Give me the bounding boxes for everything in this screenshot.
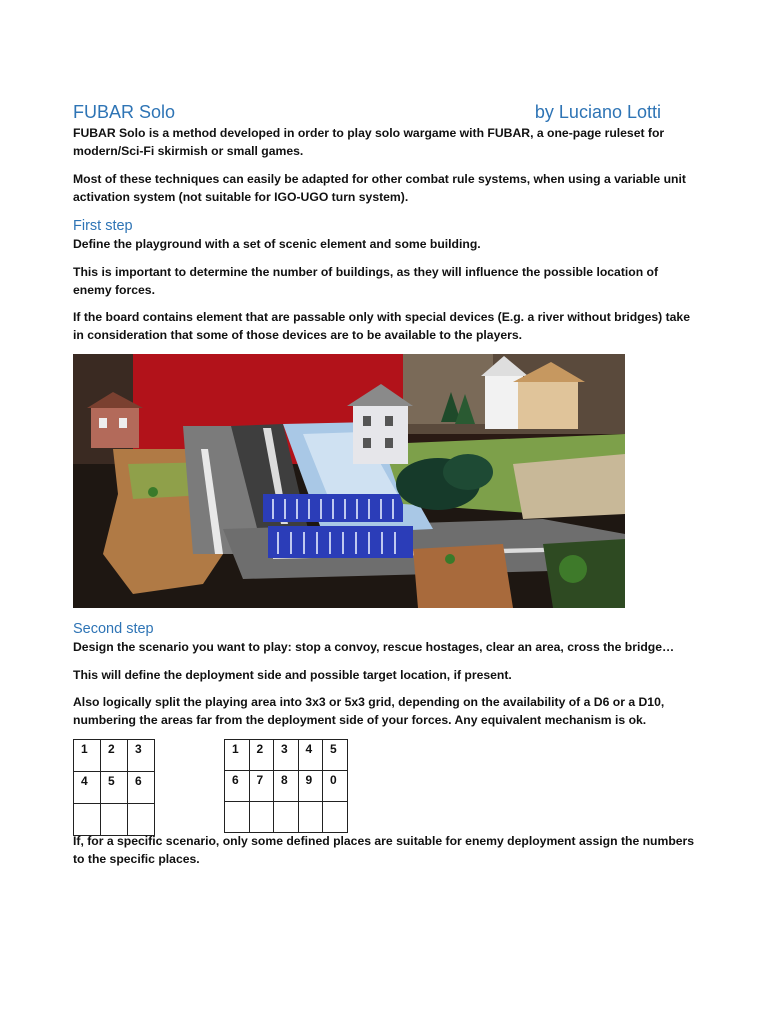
grid-cell: 3 <box>128 740 155 772</box>
table-row <box>225 802 348 833</box>
grid-cell <box>323 802 348 833</box>
document-author: by Luciano Lotti <box>534 102 661 122</box>
grid-cell <box>249 802 274 833</box>
first-step-paragraph-1: Define the playground with a set of scenic element and some building. <box>73 237 481 251</box>
grid-cell <box>128 804 155 836</box>
grid-cell: 4 <box>298 740 323 771</box>
first-step-heading: First step <box>73 218 133 234</box>
grid-cell: 3 <box>274 740 299 771</box>
first-step-paragraph-2: This is important to determine the number of buildings, as they will influence the possible location of enemy forces. <box>73 265 659 297</box>
grid-cell: 8 <box>274 771 299 802</box>
grid-cell: 6 <box>225 771 250 802</box>
grid-cell: 6 <box>128 772 155 804</box>
grid-cell: 4 <box>74 772 101 804</box>
grid-5x3-table <box>224 739 348 833</box>
intro-paragraph-1: FUBAR Solo is a method developed in order to play solo wargame with FUBAR, a one-page ruleset for modern/Sci-Fi skirmish or small games. <box>73 126 665 158</box>
grid-cell: 1 <box>74 740 101 772</box>
grid-cell: 0 <box>323 771 348 802</box>
table-row <box>225 740 348 771</box>
grid-cell: 5 <box>323 740 348 771</box>
grid-cell: 5 <box>101 772 128 804</box>
table-row <box>74 740 155 772</box>
table-row <box>74 772 155 804</box>
grid-cell <box>101 804 128 836</box>
wargame-board-photo <box>73 354 625 608</box>
grid-3x3-table <box>73 739 155 836</box>
grid-cell <box>225 802 250 833</box>
grid-cell <box>74 804 101 836</box>
second-step-paragraph-4: If, for a specific scenario, only some defined places are suitable for enemy deployment assign the numbers to the specific places. <box>73 834 695 866</box>
grid-cell: 7 <box>249 771 274 802</box>
table-row <box>74 804 155 836</box>
grid-cell: 1 <box>225 740 250 771</box>
grid-cell: 2 <box>249 740 274 771</box>
second-step-heading: Second step <box>73 621 154 637</box>
grid-cell <box>274 802 299 833</box>
table-row <box>225 771 348 802</box>
document-title: FUBAR Solo <box>73 102 176 122</box>
second-step-paragraph-1: Design the scenario you want to play: stop a convoy, rescue hostages, clear an area, cross the bridge… <box>73 640 675 654</box>
second-step-paragraph-2: This will define the deployment side and possible target location, if present. <box>73 668 512 682</box>
grid-cell: 2 <box>101 740 128 772</box>
intro-paragraph-2: Most of these techniques can easily be adapted for other combat rule systems, when using a variable unit activation system (not suitable for IGO-UGO turn system). <box>73 172 686 204</box>
grid-cell <box>298 802 323 833</box>
first-step-paragraph-3: If the board contains element that are passable only with special devices (E.g. a river without bridges) take in consideration that some of those devices are to be available to the players. <box>73 310 690 342</box>
document-title-line <box>73 101 661 123</box>
grid-cell: 9 <box>298 771 323 802</box>
second-step-paragraph-3: Also logically split the playing area into 3x3 or 5x3 grid, depending on the availability of a D6 or a D10, numbering the areas far from the deployment side of your forces. Any equivalent mechanism is ok. <box>73 695 665 727</box>
